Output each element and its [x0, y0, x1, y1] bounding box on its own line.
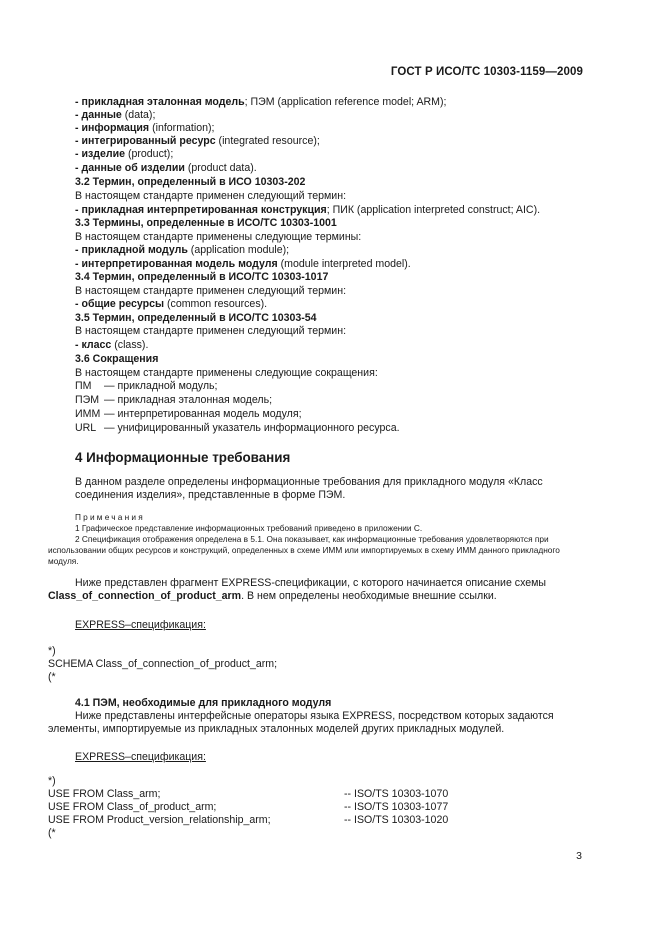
term-item: - класс (class).: [75, 339, 149, 351]
section-4-title: 4 Информационные требования: [75, 450, 291, 465]
section-3-2-title: 3.2 Термин, определенный в ИСО 10303-202: [75, 176, 306, 188]
abbreviation-item: ПМ — прикладной модуль;: [75, 380, 218, 392]
code-line: *): [48, 775, 56, 787]
term-item: - данные (data);: [75, 109, 156, 121]
term-item: - информация (information);: [75, 122, 215, 134]
section-4-paragraph-2: Ниже представлен фрагмент EXPRESS-спецификации, с которого начинается описание схемы Class_of_connection_of_product_arm. В нем определены необходимые внешние ссылки.: [48, 577, 547, 603]
notes-title: Примечания: [75, 512, 145, 522]
code-line: (*: [48, 827, 56, 839]
term-item: - прикладная интерпретированная конструкция; ПИК (application interpreted construct; AIC).: [75, 204, 541, 216]
note-1: 1 Графическое представление информационных требований приведено в приложении С.: [75, 523, 423, 533]
term-item: - прикладная эталонная модель; ПЭМ (application reference model; ARM);: [75, 96, 447, 108]
section-3-6-intro: В настоящем стандарте применены следующие сокращения:: [75, 367, 378, 379]
section-3-5-title: 3.5 Термин, определенный в ИСО/ТС 10303-54: [75, 312, 317, 324]
section-3-3-title: 3.3 Термины, определенные в ИСО/ТС 10303-1001: [75, 217, 337, 229]
code-use-line: USE FROM Class_of_product_arm; -- ISO/TS 10303-1077: [48, 801, 449, 813]
code-use-line: USE FROM Class_arm; -- ISO/TS 10303-1070: [48, 788, 449, 800]
express-spec-label: EXPRESS–спецификация:: [75, 619, 206, 631]
code-line: (*: [48, 671, 56, 683]
section-4-paragraph: В данном разделе определены информационные требования для прикладного модуля «Класс соединения изделия», представленные в форме ПЭМ.: [75, 476, 543, 502]
section-3-2-intro: В настоящем стандарте применен следующий термин:: [75, 190, 347, 202]
section-3-3-intro: В настоящем стандарте применены следующие термины:: [75, 231, 362, 243]
section-4-1-paragraph: Ниже представлены интерфейсные операторы языка EXPRESS, посредством которых задаются элементы, импортируемые из прикладных эталонных моделей других прикладных модулей.: [48, 710, 554, 736]
code-line: *): [48, 645, 56, 657]
section-3-4-intro: В настоящем стандарте применен следующий термин:: [75, 285, 347, 297]
term-item: - изделие (product);: [75, 148, 174, 160]
notes-block: [48, 512, 582, 567]
section-3-5-intro: В настоящем стандарте применен следующий термин:: [75, 325, 347, 337]
section-3-6-title: 3.6 Сокращения: [75, 353, 159, 365]
document-header: ГОСТ Р ИСО/ТС 10303-1159—2009: [390, 66, 583, 78]
term-item: - интерпретированная модель модуля (module interpreted model).: [75, 258, 411, 270]
term-item: - интегрированный ресурс (integrated resource);: [75, 135, 320, 147]
abbreviation-item: URL — унифицированный указатель информационного ресурса.: [75, 422, 400, 434]
express-spec-label: EXPRESS–спецификация:: [75, 751, 206, 763]
abbreviation-item: ПЭМ — прикладная эталонная модель;: [75, 394, 273, 406]
code-line: SCHEMA Class_of_connection_of_product_arm;: [48, 658, 278, 670]
term-item: - общие ресурсы (common resources).: [75, 298, 268, 310]
note-2: 2 Спецификация отображения определена в 5.1. Она показывает, как информационные требования удовлетворяются при использовании общих ресурсов и конструкций, определенных в схеме ИММ или импортируемых в схему ИММ данного прикладного модуля.: [48, 534, 560, 566]
abbreviation-item: ИММ — интерпретированная модель модуля;: [75, 408, 302, 420]
term-item: - прикладной модуль (application module);: [75, 244, 290, 256]
term-item: - данные об изделии (product data).: [75, 162, 257, 174]
section-4-1-title: 4.1 ПЭМ, необходимые для прикладного модуля: [75, 697, 332, 709]
section-3-4-title: 3.4 Термин, определенный в ИСО/ТС 10303-1017: [75, 271, 329, 283]
code-use-line: USE FROM Product_version_relationship_arm; -- ISO/TS 10303-1020: [48, 814, 449, 826]
page-number: 3: [576, 850, 582, 862]
